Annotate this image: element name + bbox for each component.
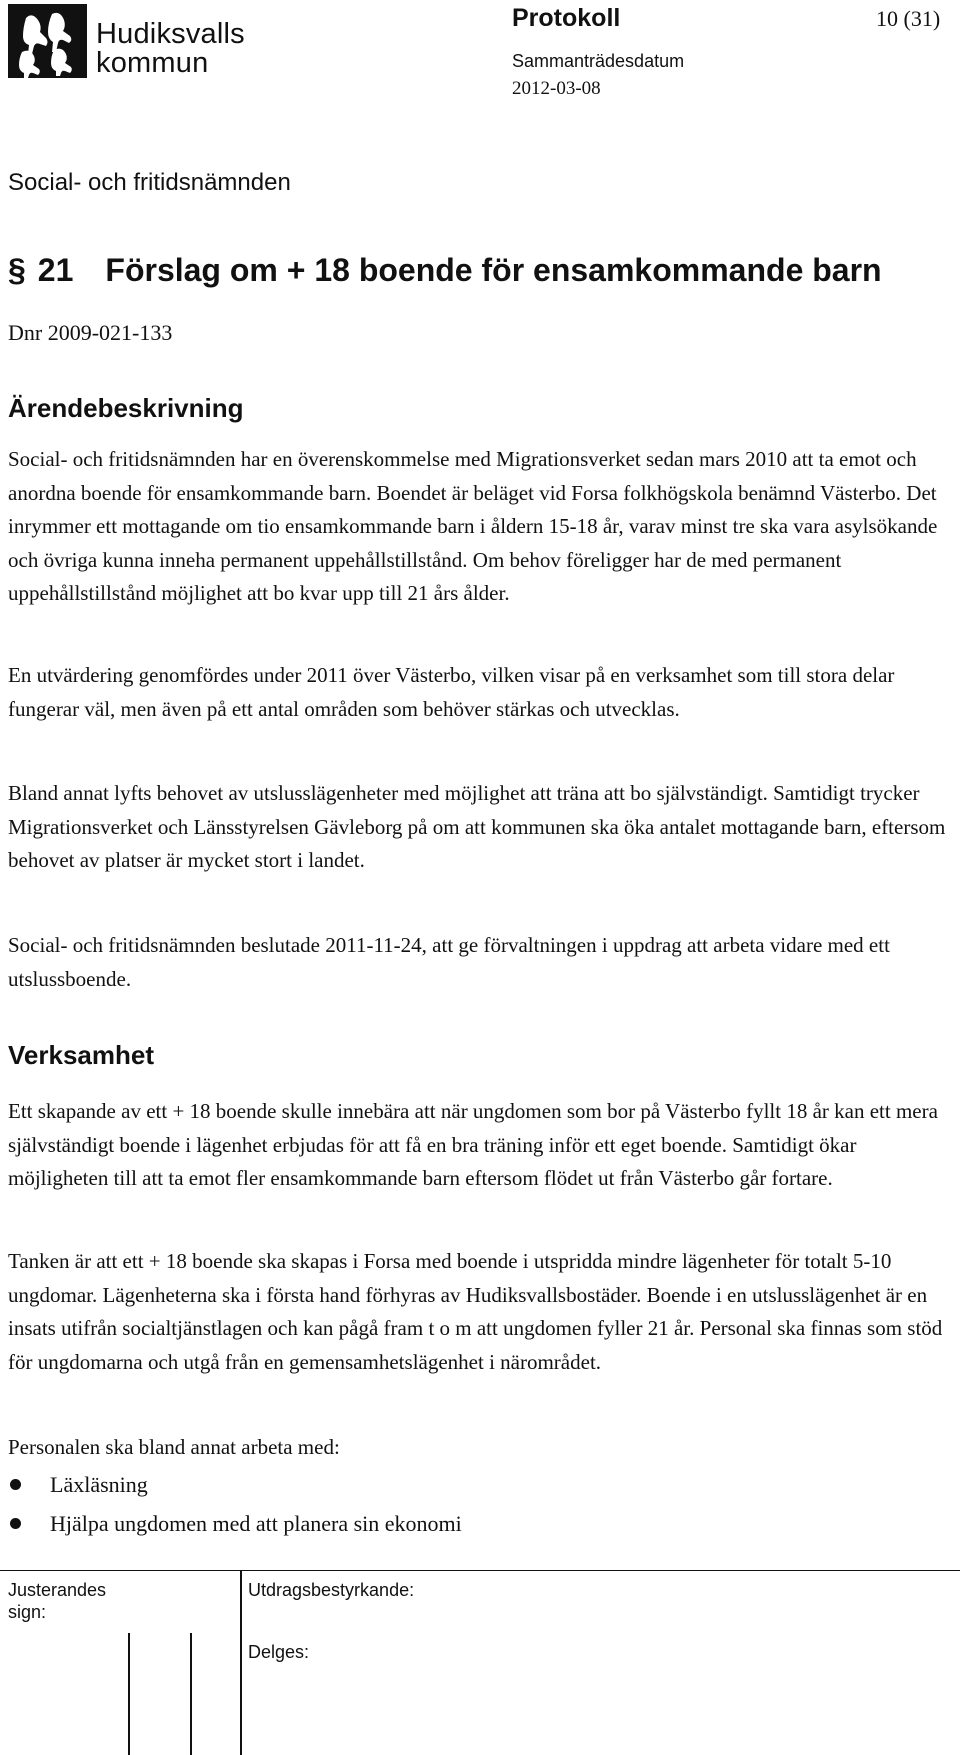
section-symbol: § <box>8 252 26 288</box>
page-number: 10 (31) <box>876 6 941 31</box>
logo-emblem-icon <box>8 4 87 78</box>
list-item <box>8 1466 462 1505</box>
meeting-date-label: Sammanträdesdatum <box>512 51 685 71</box>
paragraph: Social- och fritidsnämnden har en överenskommelse med Migrationsverket sedan mars 2010 att ta emot och anordna boende för ensamkommande barn. Boendet är beläget vid Forsa folkhögskola benämnd Västerbo. Det inrymmer ett mottagande om tio ensamkommande barn i åldern 15-18 år, varav minst tre ska vara asylsökande och övriga kunna inneha permanent uppehållstillstånd. Om behov föreligger har de med permanent uppehållstillstånd möjlighet att bo kvar upp till 21 års ålder. <box>8 447 938 605</box>
heading-verksamhet: Verksamhet <box>8 1040 154 1070</box>
logo-text-line-1: Hudiksvalls <box>96 18 245 50</box>
justerandes-sign-label: Justerandes sign: <box>8 1580 107 1622</box>
bullet-icon <box>10 1518 21 1529</box>
document-type: Protokoll <box>512 4 621 32</box>
municipality-logo <box>8 4 248 78</box>
paragraph: Personalen ska bland annat arbeta med: <box>8 1435 340 1459</box>
diary-number: Dnr 2009-021-133 <box>8 320 173 345</box>
meeting-date: 2012-03-08 <box>512 78 601 99</box>
extract-certified-label: Utdragsbestyrkande: <box>248 1580 415 1600</box>
committee-name: Social- och fritidsnämnden <box>8 169 291 196</box>
list-item <box>8 1505 462 1544</box>
footer-column-divider <box>240 1571 242 1755</box>
signature-divider <box>190 1633 192 1755</box>
paragraph: Tanken är att ett + 18 boende ska skapas i Forsa med boende i utspridda mindre lägenheter för totalt 5-10 ungdomar. Lägenheterna ska i första hand förhyras av Hudiksvallsbostäder. Boende i en utslusslägenhet är en insats utifrån socialtjänstlagen och kan pågå fram t o m att ungdomen fyller 21 år. Personal ska finnas som stöd för ungdomarna och utgå från en gemensamhetslägenhet i närområdet. <box>8 1249 943 1374</box>
section-number: 21 <box>37 252 74 288</box>
distributed-to-label: Delges: <box>248 1642 310 1662</box>
paragraph: Ett skapande av ett + 18 boende skulle innebära att när ungdomen som bor på Västerbo fyllt 18 år kan ett mera självständigt boende i lägenhet erbjudas för att få en bra träning inför ett eget boende. Samtidigt ökar möjligheten till att ta emot fler ensamkommande barn eftersom flödet ut från Västerbo går fortare. <box>8 1099 938 1190</box>
list-item-text: Läxläsning <box>50 1472 148 1497</box>
task-list <box>8 1466 462 1544</box>
section-title <box>8 252 882 289</box>
signature-divider <box>128 1633 130 1755</box>
paragraph: En utvärdering genomfördes under 2011 över Västerbo, vilken visar på en verksamhet som till stora delar fungerar väl, men även på ett antal områden som behöver stärkas och utvecklas. <box>8 663 895 721</box>
paragraph: Bland annat lyfts behovet av utslusslägenheter med möjlighet att träna att bo självständigt. Samtidigt trycker Migrationsverket och Länsstyrelsen Gävleborg på om att kommunen ska öka antalet mottagande barn, eftersom behovet av platser är mycket stort i landet. <box>8 781 946 872</box>
logo-text-line-2: kommun <box>96 47 209 79</box>
paragraph: Social- och fritidsnämnden beslutade 2011-11-24, att ge förvaltningen i uppdrag att arbeta vidare med ett utslussboende. <box>8 933 890 991</box>
logo-wordmark <box>96 20 245 78</box>
section-title-text: Förslag om + 18 boende för ensamkommande barn <box>105 252 882 288</box>
bullet-icon <box>10 1479 21 1490</box>
signature-footer <box>0 1570 960 1755</box>
list-item-text: Hjälpa ungdomen med att planera sin ekonomi <box>50 1511 462 1536</box>
heading-arendebeskrivning: Ärendebeskrivning <box>8 393 244 423</box>
